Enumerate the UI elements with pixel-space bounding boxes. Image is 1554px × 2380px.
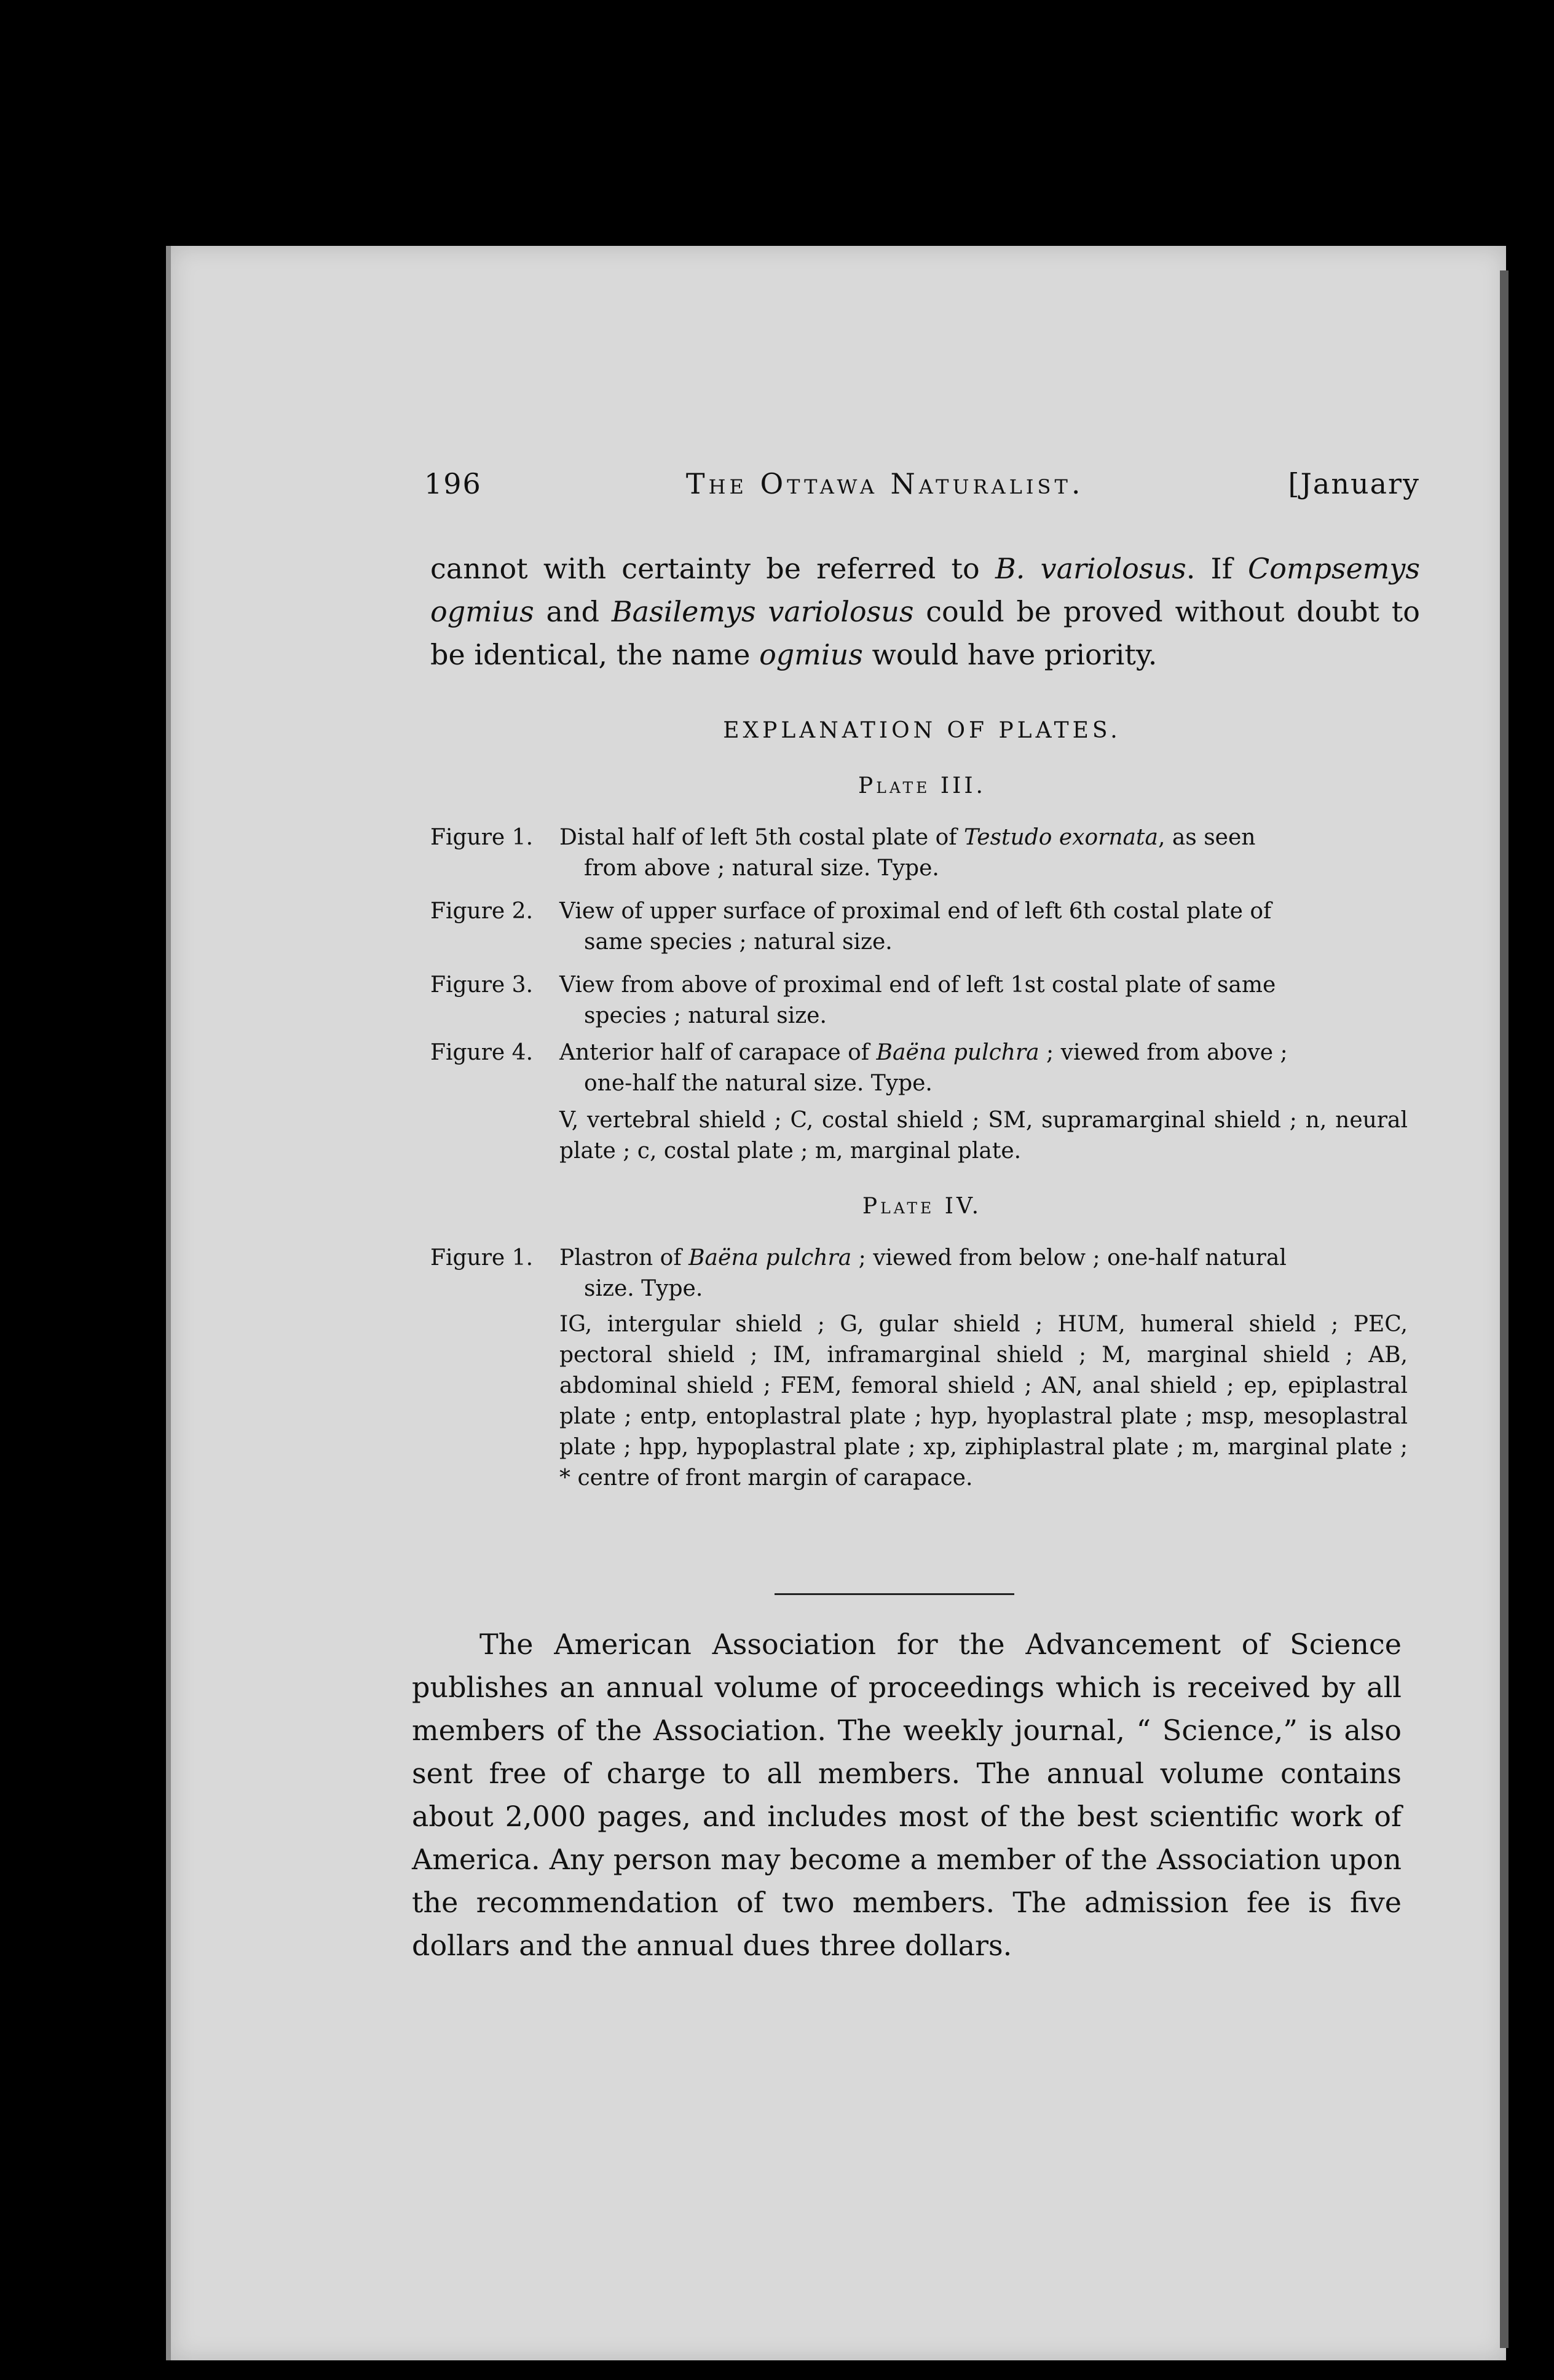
plate-3-figure-2	[430, 896, 1414, 958]
figure-text-end: , as seen	[1158, 825, 1256, 850]
plate-3-figure-4	[430, 1038, 1414, 1099]
plate-3-legend: V, vertebral shield ; C, costal shield ; SM, supramarginal shield ; n, neural plate ; c, costal plate ; m, marginal plate.	[559, 1108, 1408, 1164]
figure-continuation: from above ; natural size. Type.	[584, 856, 939, 881]
intro-text-5: would have priority.	[862, 638, 1158, 671]
plate-3-title: Plate III.	[858, 773, 986, 798]
figure-label: Figure 1.	[430, 1245, 534, 1271]
figure-text: Plastron of	[559, 1245, 689, 1271]
figure-continuation: size. Type.	[584, 1276, 703, 1301]
figure-continuation: species ; natural size.	[584, 1003, 827, 1028]
intro-text-2: . If	[1186, 552, 1248, 585]
figure-text-end: ; viewed from above ;	[1039, 1040, 1288, 1065]
species-compsemys: Compsemys ogmius	[430, 552, 1420, 628]
species-b-variolosus: B. variolosus	[995, 552, 1186, 585]
figure-continuation: one-half the natural size. Type.	[584, 1071, 933, 1096]
intro-text-3: and	[534, 595, 612, 628]
issue-month: [January	[1288, 467, 1420, 500]
intro-paragraph	[430, 547, 1420, 676]
intro-text-1: cannot with certainty be referred to	[430, 552, 995, 585]
page-right-edge	[1500, 270, 1509, 2348]
figure-label: Figure 1.	[430, 825, 534, 850]
notice-paragraph: The American Association for the Advancement of Science publishes an annual volume of proceedings which is received by all members of the Association. The weekly journal, “ Science,” is also sent free of charge to all members. The annual volume contains about 2,000 pages, and includes most of the best scientific work of America. Any person may become a member of the Association upon the recommendation of two members. The admission fee is five dollars and the annual dues three dollars.	[412, 1628, 1402, 1962]
explanation-title: EXPLANATION OF PLATES.	[723, 718, 1121, 743]
page-number: 196	[424, 467, 482, 500]
figure-text: Anterior half of carapace of	[559, 1040, 877, 1065]
plate-4-figure-1	[430, 1243, 1414, 1304]
plate-4-title: Plate IV.	[862, 1194, 982, 1219]
running-header	[424, 467, 1420, 516]
figure-species: Testudo exornata	[964, 825, 1158, 850]
figure-label: Figure 2.	[430, 899, 534, 924]
figure-text-end: ; viewed from below ; one-half natural	[851, 1245, 1287, 1271]
species-basilemys: Basilemys variolosus	[611, 595, 914, 628]
figure-species: Baëna pulchra	[688, 1245, 852, 1271]
figure-species: Baëna pulchra	[876, 1040, 1039, 1065]
section-divider	[775, 1593, 1014, 1595]
figure-text: View of upper surface of proximal end of left 6th costal plate of	[559, 899, 1272, 924]
figure-text: Distal half of left 5th costal plate of	[559, 825, 964, 850]
figure-label: Figure 3.	[430, 972, 534, 998]
plate-4-legend: IG, intergular shield ; G, gular shield ; HUM, humeral shield ; PEC, pectoral shield ; IM, inframarginal shield ; M, marginal shield ; AB, abdominal shield ; FEM, femoral shield ; AN, anal shield ; ep, epiplastral plate ; entp, entoplastral plate ; hyp, hyoplastral plate ; msp, mesoplastral plate ; hpp, hypoplastral plate ; xp, ziphiplastral plate ; m, marginal plate ; * centre of front margin of carapace.	[559, 1312, 1408, 1491]
intro-text-4: could be proved without doubt to be identical, the name	[430, 595, 1420, 671]
figure-label: Figure 4.	[430, 1040, 534, 1065]
figure-text: View from above of proximal end of left 1st costal plate of same	[559, 972, 1276, 998]
plate-3-figure-1	[430, 822, 1414, 884]
species-ogmius: ogmius	[759, 638, 863, 671]
plate-3-figure-3	[430, 970, 1414, 1031]
journal-title: The Ottawa Naturalist.	[685, 467, 1084, 500]
figure-continuation: same species ; natural size.	[584, 929, 893, 955]
